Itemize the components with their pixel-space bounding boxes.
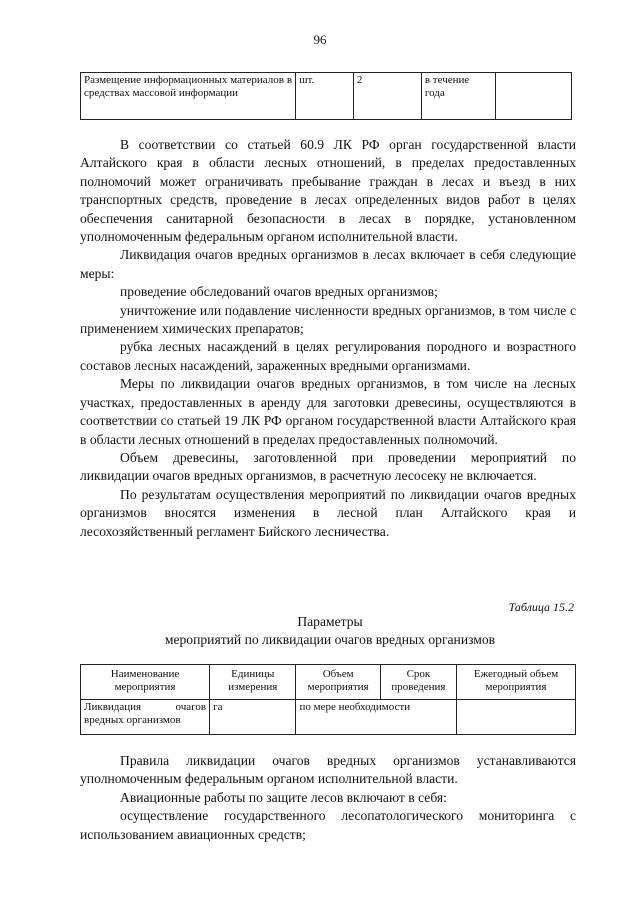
body-text-section-2 xyxy=(80,752,576,844)
paragraph: В соответствии со статьей 60.9 ЛК РФ орган государственной власти Алтайского края в области лесных отношений, в пределах предоставленных полномочий может ограничивать пребывание граждан в лесах и въезд в них транспортных средств, проведение в лесах определенных видов работ в целях обеспечения санитарной безопасности в лесах в порядке, установленном уполномоченным федеральным органом исполнительной власти. xyxy=(80,137,576,245)
header-volume: Объем мероприятия xyxy=(296,665,380,700)
paragraph: Ликвидация очагов вредных организмов в лесах включает в себя следующие меры: xyxy=(80,247,576,281)
cell-annual xyxy=(457,700,576,735)
table-row xyxy=(81,700,576,735)
paragraph: уничтожение или подавление численности вредных организмов, в том числе с применением химических препаратов; xyxy=(80,302,576,337)
table-15-2 xyxy=(80,664,576,735)
paragraph: рубка лесных насаждений в целях регулирования породного и возрастного составов лесных насаждений, зараженных вредными организмами. xyxy=(80,339,576,373)
table-cell-extra xyxy=(495,73,571,120)
paragraph: Авиационные работы по защите лесов включают в себя: xyxy=(120,789,447,805)
header-name: Наименование мероприятия xyxy=(81,665,210,700)
cell-unit: га xyxy=(210,700,296,735)
header-period: Срок проведения xyxy=(380,665,456,700)
table-title-line2: мероприятий по ликвидации очагов вредных организмов xyxy=(164,632,496,647)
paragraph: Меры по ликвидации очагов вредных организмов, в том числе на лесных участках, предоставленных в аренду для заготовки древесины, осуществляются в соответствии со статьей 19 ЛК РФ органом государственной власти Алтайского края в области лесных отношений в пределах предоставленных полномочий. xyxy=(80,376,576,447)
body-text-section-1 xyxy=(80,136,576,541)
table-cell-name: Размещение информационных материалов в средствах массовой информации xyxy=(81,73,296,120)
header-annual: Ежегодный объем мероприятия xyxy=(457,665,576,700)
table-header-row xyxy=(81,665,576,700)
table-cell-unit: шт. xyxy=(296,73,354,120)
table-cell-period: в течение года xyxy=(421,73,495,120)
paragraph: проведение обследований очагов вредных организмов; xyxy=(120,284,438,300)
table-cell-amount: 2 xyxy=(353,73,421,120)
table-caption: Таблица 15.2 xyxy=(508,600,574,614)
cell-volume-period: по мере необходимости xyxy=(296,700,457,735)
table-row xyxy=(81,73,572,120)
top-table xyxy=(80,72,572,120)
paragraph: По результатам осуществления мероприятий по ликвидации очагов вредных организмов вносятся изменения в лесной план Алтайского края и лесохозяйственный регламент Бийского лесничества. xyxy=(80,486,576,539)
header-unit: Единицы измерения xyxy=(210,665,296,700)
cell-name: Ликвидация очагов вредных организмов xyxy=(81,700,210,735)
paragraph: Объем древесины, заготовленной при проведении мероприятий по ликвидации очагов вредных организмов, в расчетную лесосеку не включается. xyxy=(80,449,576,484)
paragraph: осуществление государственного лесопатологического мониторинга с использованием авиационных средств; xyxy=(80,808,576,842)
page-number: 96 xyxy=(313,32,327,47)
table-title-line1: Параметры xyxy=(297,614,363,629)
paragraph: Правила ликвидации очагов вредных организмов устанавливаются уполномоченным федеральным органом исполнительной власти. xyxy=(80,753,576,787)
